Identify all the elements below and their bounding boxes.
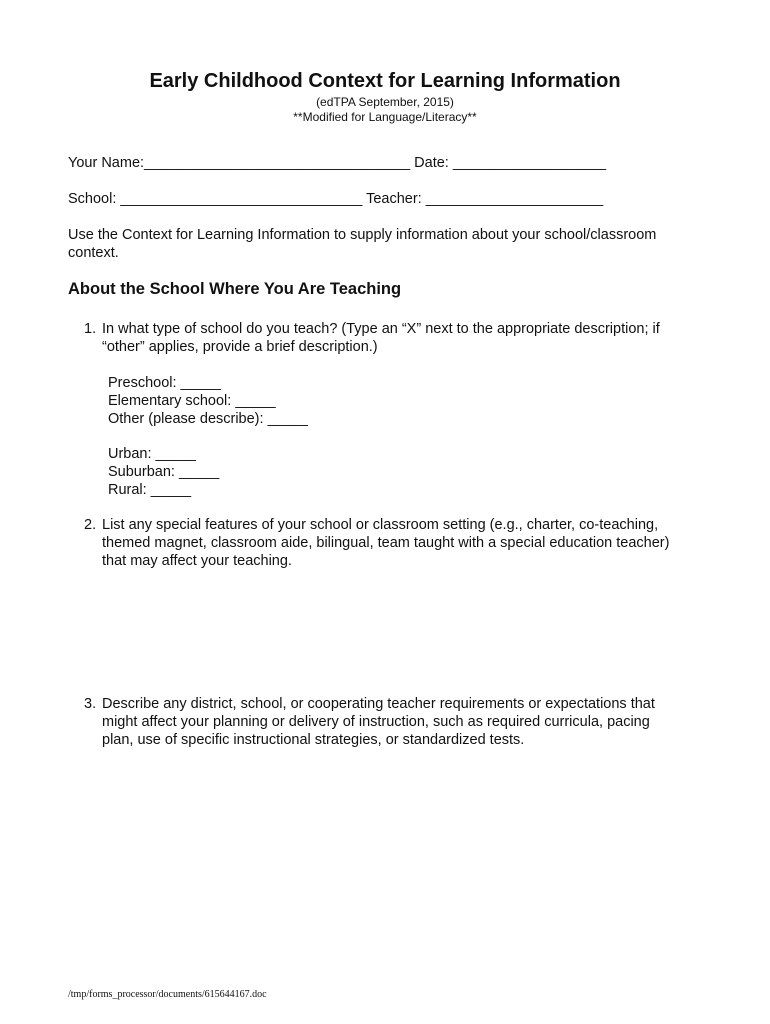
name-date-field-line[interactable]: Your Name:_________________________________ Date: ___________________ — [68, 155, 607, 171]
option-urban[interactable]: Urban: _____ — [108, 446, 196, 462]
question-number: 2. — [84, 517, 97, 533]
option-other[interactable]: Other (please describe): _____ — [108, 411, 308, 427]
question-line: “other” applies, provide a brief description.) — [102, 339, 378, 355]
location-options — [108, 445, 219, 499]
question-3 — [68, 695, 708, 751]
document-subtitle-date: (edTPA September, 2015) — [316, 95, 454, 109]
question-2 — [68, 516, 708, 572]
footer-file-path: /tmp/forms_processor/documents/615644167.doc — [68, 989, 267, 1000]
question-number: 3. — [84, 696, 97, 712]
school-type-options — [108, 374, 308, 428]
option-elementary-school[interactable]: Elementary school: _____ — [108, 393, 276, 409]
option-preschool[interactable]: Preschool: _____ — [108, 375, 221, 391]
question-line: plan, use of specific instructional strategies, or standardized tests. — [102, 732, 525, 748]
option-suburban[interactable]: Suburban: _____ — [108, 464, 220, 480]
question-line: that may affect your teaching. — [102, 553, 292, 569]
document-title: Early Childhood Context for Learning Information — [149, 70, 621, 92]
school-teacher-field-line[interactable]: School: ______________________________ Teacher: ______________________ — [68, 191, 604, 207]
question-number: 1. — [84, 321, 97, 337]
question-1 — [68, 320, 708, 360]
option-rural[interactable]: Rural: _____ — [108, 482, 192, 498]
question-line: List any special features of your school or classroom setting (e.g., charter, co-teaching, — [102, 517, 659, 533]
question-line: In what type of school do you teach? (Type an “X” next to the appropriate description; if — [102, 321, 660, 337]
document-subtitle-modified: **Modified for Language/Literacy** — [293, 110, 477, 124]
intro-paragraph: Use the Context for Learning Information to supply information about your school/classroom context. — [68, 227, 657, 261]
question-line: Describe any district, school, or cooperating teacher requirements or expectations that — [102, 696, 655, 712]
question-line: themed magnet, classroom aide, bilingual, team taught with a special education teacher) — [102, 535, 670, 551]
section-heading: About the School Where You Are Teaching — [68, 280, 402, 298]
question-line: might affect your planning or delivery of instruction, such as required curricula, pacing — [102, 714, 650, 730]
